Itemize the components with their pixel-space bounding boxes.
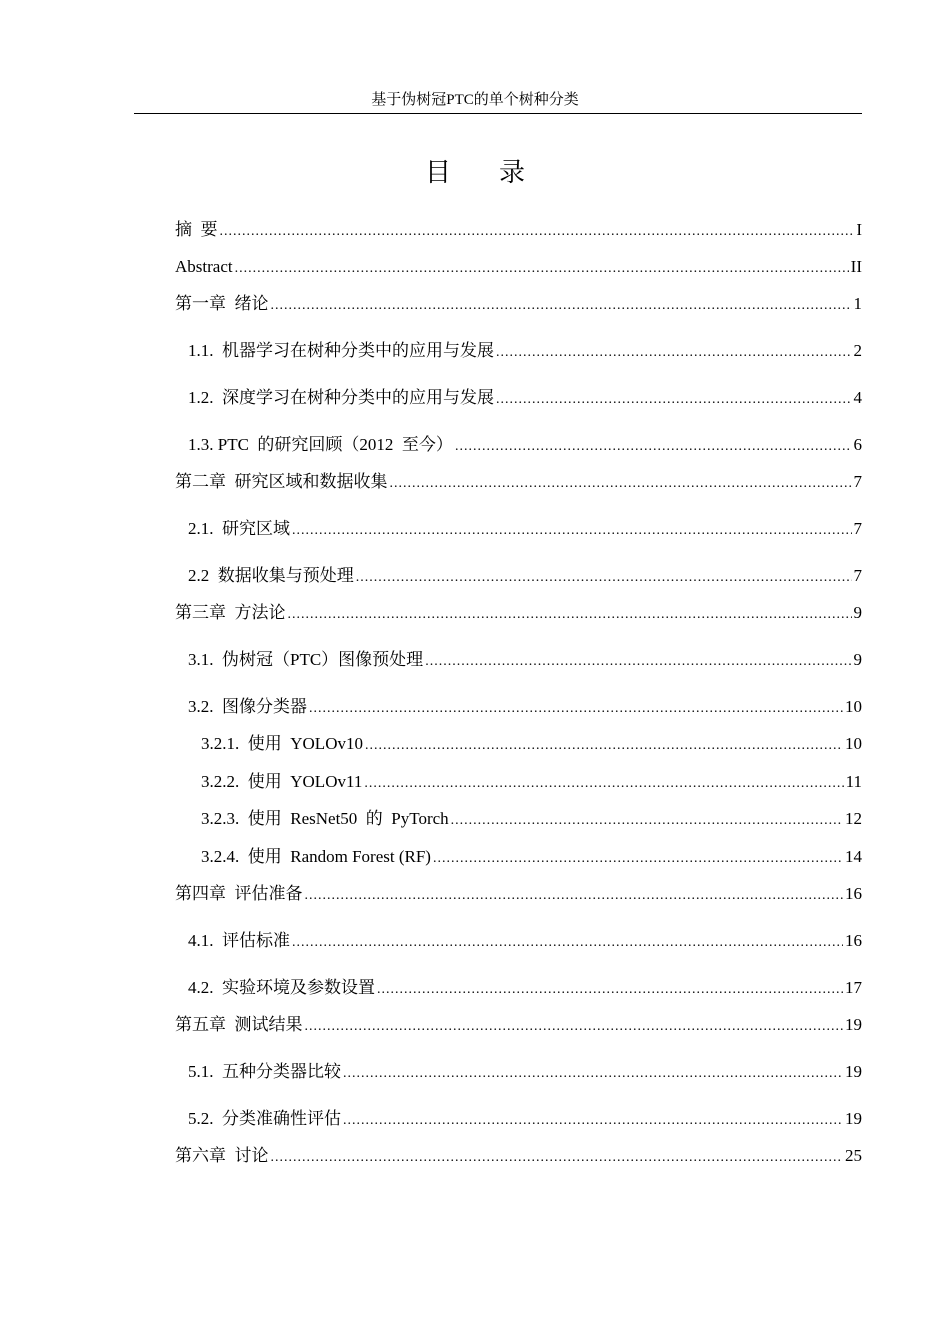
toc-entry[interactable] bbox=[201, 845, 862, 871]
toc-entry[interactable] bbox=[175, 255, 862, 281]
toc-leader bbox=[292, 931, 843, 955]
toc-entry-page: 16 bbox=[845, 931, 862, 950]
toc-leader bbox=[455, 435, 852, 459]
toc-entry-label: 1.3. PTC 的研究回顾（2012 至今） bbox=[188, 435, 453, 454]
toc-entry[interactable] bbox=[201, 807, 862, 833]
toc-leader bbox=[292, 519, 852, 543]
toc-entry[interactable] bbox=[175, 882, 862, 908]
toc-entry-page: 16 bbox=[845, 884, 862, 903]
toc-entry-label: 4.1. 评估标准 bbox=[188, 931, 290, 950]
toc-entry[interactable] bbox=[188, 339, 862, 365]
toc-entry-page: 1 bbox=[853, 294, 862, 313]
toc-entry-page: 19 bbox=[845, 1062, 862, 1081]
toc-entry[interactable] bbox=[175, 1013, 862, 1039]
toc-entry-page: II bbox=[850, 257, 862, 276]
toc-entry-label: 1.1. 机器学习在树种分类中的应用与发展 bbox=[188, 341, 494, 360]
toc-entry[interactable] bbox=[188, 433, 862, 459]
toc-leader bbox=[377, 978, 843, 1002]
toc-entry-label: 3.2.2. 使用 YOLOv11 bbox=[201, 772, 363, 791]
toc-leader bbox=[451, 809, 843, 833]
toc-entry[interactable] bbox=[175, 601, 862, 627]
toc-entry-label: 3.2.1. 使用 YOLOv10 bbox=[201, 734, 363, 753]
toc-entry-page: 19 bbox=[845, 1015, 862, 1034]
toc-entry-label: 3.2.4. 使用 Random Forest (RF) bbox=[201, 847, 431, 866]
toc-leader bbox=[365, 734, 843, 758]
toc-entry-label: 4.2. 实验环境及参数设置 bbox=[188, 978, 375, 997]
toc-entry-label: 2.1. 研究区域 bbox=[188, 519, 290, 538]
toc-entry-page: 9 bbox=[853, 603, 862, 622]
toc-entry[interactable] bbox=[188, 1107, 862, 1133]
toc-entry[interactable] bbox=[188, 695, 862, 721]
toc-leader bbox=[309, 697, 843, 721]
toc-entry-page: 7 bbox=[853, 519, 862, 538]
toc-entry-page: 14 bbox=[845, 847, 862, 866]
toc-leader bbox=[496, 388, 852, 412]
toc-entry-page: 25 bbox=[845, 1146, 862, 1165]
toc-entry-page: 10 bbox=[845, 697, 862, 716]
toc-entry-label: 第五章 测试结果 bbox=[175, 1015, 303, 1034]
toc-leader bbox=[235, 257, 849, 281]
toc-entry-page: 9 bbox=[853, 650, 862, 669]
toc-leader bbox=[220, 220, 855, 244]
toc-entry-label: 3.2. 图像分类器 bbox=[188, 697, 307, 716]
toc-entry[interactable] bbox=[188, 648, 862, 674]
toc-leader bbox=[288, 603, 852, 627]
toc-entry[interactable] bbox=[188, 929, 862, 955]
toc-entry[interactable] bbox=[188, 976, 862, 1002]
toc-entry[interactable] bbox=[175, 292, 862, 318]
toc-entry-label: 第二章 研究区域和数据收集 bbox=[175, 472, 388, 491]
toc-entry-page: 4 bbox=[853, 388, 862, 407]
toc-entry-label: 3.1. 伪树冠（PTC）图像预处理 bbox=[188, 650, 424, 669]
toc-entry-label: 第三章 方法论 bbox=[175, 603, 286, 622]
toc-entry-page: 6 bbox=[853, 435, 862, 454]
toc-entry[interactable] bbox=[201, 770, 862, 796]
toc-leader bbox=[433, 847, 843, 871]
toc-entry[interactable] bbox=[201, 732, 862, 758]
toc-entry[interactable] bbox=[175, 1144, 862, 1170]
toc-entry-label: 第六章 讨论 bbox=[175, 1146, 269, 1165]
toc-entry[interactable] bbox=[188, 1060, 862, 1086]
toc-entry-label: 第四章 评估准备 bbox=[175, 884, 303, 903]
toc-entry-label: 第一章 绪论 bbox=[175, 294, 269, 313]
toc-leader bbox=[271, 294, 852, 318]
toc-leader bbox=[425, 650, 851, 674]
toc-entry-label: 摘 要 bbox=[175, 220, 218, 239]
toc-entry-page: 7 bbox=[853, 566, 862, 585]
toc-leader bbox=[305, 1015, 844, 1039]
toc-leader bbox=[390, 472, 852, 496]
toc-entry-label: 3.2.3. 使用 ResNet50 的 PyTorch bbox=[201, 809, 449, 828]
toc-entry[interactable] bbox=[188, 386, 862, 412]
toc-entry-label: 5.1. 五种分类器比较 bbox=[188, 1062, 341, 1081]
toc-entry-page: 19 bbox=[845, 1109, 862, 1128]
toc-entry-label: 2.2 数据收集与预处理 bbox=[188, 566, 354, 585]
toc-entry-page: 12 bbox=[845, 809, 862, 828]
toc-leader bbox=[343, 1062, 843, 1086]
toc-leader bbox=[305, 884, 844, 908]
toc-entry-label: 5.2. 分类准确性评估 bbox=[188, 1109, 341, 1128]
toc-leader bbox=[271, 1146, 844, 1170]
toc-leader bbox=[496, 341, 852, 365]
toc-entry-page: 7 bbox=[853, 472, 862, 491]
toc-leader bbox=[364, 772, 843, 796]
toc-entry-page: 11 bbox=[845, 772, 862, 791]
toc-title: 目录 bbox=[424, 158, 573, 188]
toc-entry[interactable] bbox=[188, 517, 862, 543]
running-header: 基于伪树冠PTC的单个树种分类 bbox=[371, 92, 579, 108]
toc-entry-page: I bbox=[856, 220, 862, 239]
toc-entry-label: Abstract bbox=[175, 257, 233, 276]
toc-entry-page: 2 bbox=[853, 341, 862, 360]
toc-leader bbox=[343, 1109, 843, 1133]
toc-entry[interactable] bbox=[175, 470, 862, 496]
toc-entry-page: 17 bbox=[845, 978, 862, 997]
toc-entry[interactable] bbox=[188, 564, 862, 590]
toc-entry-label: 1.2. 深度学习在树种分类中的应用与发展 bbox=[188, 388, 494, 407]
toc-leader bbox=[356, 566, 852, 590]
toc-entry[interactable] bbox=[175, 218, 862, 244]
toc-entry-page: 10 bbox=[845, 734, 862, 753]
